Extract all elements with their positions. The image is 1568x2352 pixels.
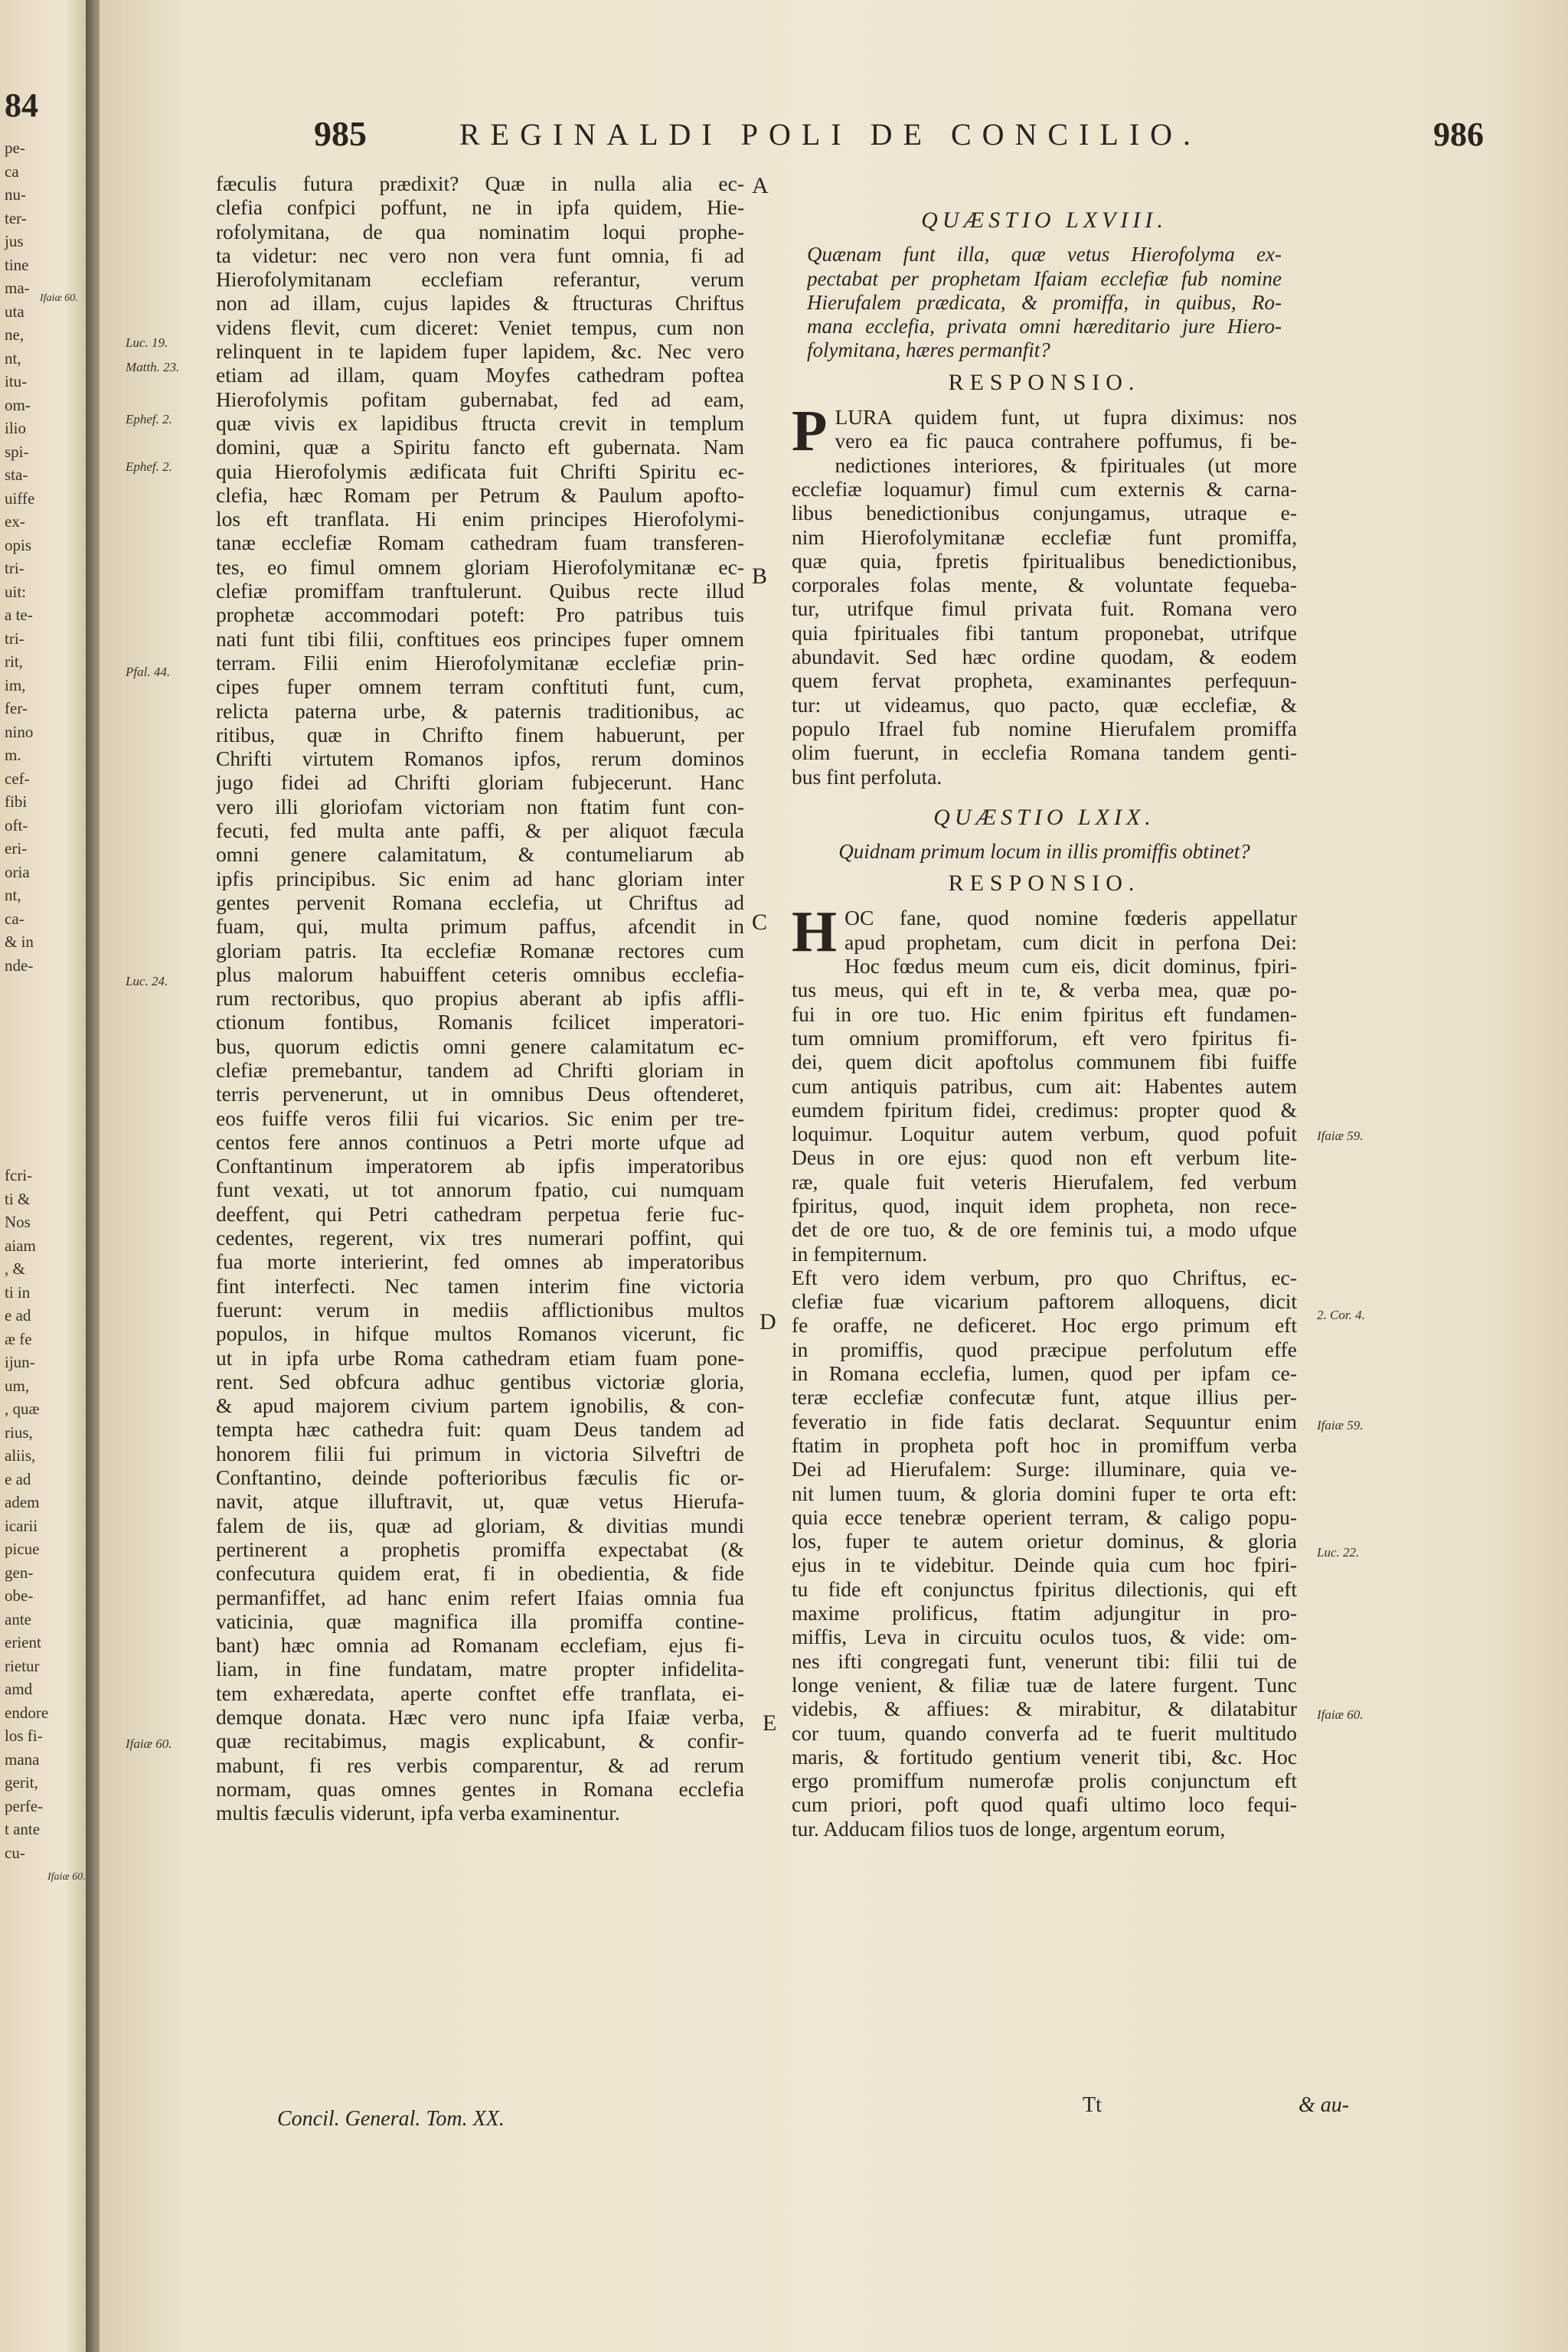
previous-page-number: 84: [5, 87, 38, 124]
left-column-line: ta videtur: nec vero non vera funt omnia, fi ad: [216, 243, 744, 267]
marginal-note-prev-2: Ifaiæ 60.: [47, 1871, 86, 1883]
left-column-line: terris pervenerunt, ut in omnibus Deus oftenderet,: [216, 1082, 744, 1106]
responsio-2-body: [792, 900, 1297, 1841]
responsio-2-line: apud prophetam, cum dicit in perfona Dei:: [844, 929, 1297, 954]
left-column-line: non ad illam, cujus lapides & ftructuras Chriftus: [216, 291, 744, 315]
responsio-2-line: dei, quem dicit apoftolus communem fibi fuiffe: [792, 1050, 1297, 1074]
left-column-line: funt vexati, ut tot annorum fpatio, cui numquam: [216, 1178, 744, 1202]
left-column-line: clefia confpici poffunt, ne in ipfa quidem, Hie-: [216, 195, 744, 220]
left-column-line: los eft tranflata. Hi enim principes Hierofolymi-: [216, 507, 744, 531]
previous-page-sliver: [0, 0, 90, 2352]
previous-page-line: , quæ: [5, 1400, 40, 1418]
left-column-line: bus, quorum edictis omni genere calamitatum ec-: [216, 1034, 744, 1058]
responsio-1-line: quia fpirituales fibi tantum proponebat, utrifque: [792, 620, 1297, 645]
left-column-line: cedentes, regerent, vix tres numerari poffint, qui: [216, 1226, 744, 1250]
previous-page-line: ilio: [5, 419, 27, 437]
responsio-2-lines: [792, 900, 1297, 1841]
responsio-2-line: ergo promiffum numerofæ prolis conjunctum eft: [792, 1769, 1297, 1793]
responsio-2-line: in promiffis, quod præcipue perfolutum effe: [792, 1337, 1297, 1361]
left-column-line: quæ recitabimus, magis explicabunt, & confir-: [216, 1729, 744, 1753]
section-letter-c: C: [752, 910, 768, 935]
left-column-line: jugo fidei ad Chrifti gloriam fubjecerunt. Hanc: [216, 770, 744, 795]
responsio-2-line: tus meus, qui eft in te, & verba mea, quæ po-: [792, 978, 1297, 1002]
left-column-line: & apud majorem civium partem ignobilis, & con-: [216, 1393, 744, 1418]
responsio-2-line: ftatim in propheta poft hoc in promiffum verba: [792, 1432, 1297, 1457]
previous-page-line: æ fe: [5, 1329, 32, 1348]
previous-page-line: endore: [5, 1703, 49, 1722]
marginal-note-left-4: Ephef. 2.: [126, 459, 172, 474]
section-letter-e: E: [763, 1710, 777, 1736]
previous-page-line: uit:: [5, 582, 27, 601]
left-column-line: Conftantino, deinde pofterioribus fæculis fic or-: [216, 1465, 744, 1490]
responsio-1-line: nedictiones interiores, & fpirituales (ut more: [835, 452, 1297, 477]
marginal-note-prev-1: Ifaiæ 60.: [40, 292, 78, 304]
previous-page-line: oria: [5, 862, 30, 881]
question-69-text: Quidnam primum locum in illis promiffis obtinet?: [838, 840, 1250, 864]
responsio-1-line: olim fuerunt, in ecclefia Romana tandem genti-: [792, 740, 1297, 765]
responsio-1-lines: [792, 399, 1297, 789]
left-column-line: vaticinia, quæ magnifica illa promiffa contine-: [216, 1609, 744, 1633]
question-68-line: pectabat per prophetam Ifaiam ecclefiæ fub nomine: [807, 266, 1282, 290]
left-column-line: permanfiffet, ad hanc enim refert Ifaias omnia fua: [216, 1585, 744, 1609]
previous-page-line: mana: [5, 1749, 40, 1769]
previous-page-line: eri-: [5, 839, 28, 858]
responsio-2-line: miffis, Leva in circuitu oculos tuos, & vide: om-: [792, 1625, 1297, 1649]
left-column-line: honorem filii fui primum in victoria Silveftri de: [216, 1441, 744, 1465]
left-column-line: terram. Filii enim Hierofolymitanæ ecclefiæ prin-: [216, 650, 744, 675]
previous-page-line: obe-: [5, 1586, 34, 1605]
left-column-line: clefiæ premebantur, tandem ad Chrifti gloriam in: [216, 1057, 744, 1082]
responsio-1-line: LURA quidem funt, ut fupra diximus: nos: [835, 405, 1297, 430]
previous-page-line: fibi: [5, 792, 28, 811]
left-column-line: gentes pervenit Romana ecclefia, ut Chriftus ad: [216, 890, 744, 914]
left-column-line: relicta paterna urbe, & paternis traditionibus, ac: [216, 698, 744, 723]
left-column-line: rofolymitana, de qua nominatim loqui prophe-: [216, 219, 744, 243]
previous-page-line: gerit,: [5, 1773, 38, 1792]
responsio-2-line: OC fane, quod nomine fœderis appellatur: [844, 906, 1297, 930]
left-column-line: tem exhæredata, aperte conftet effe tranflata, ei-: [216, 1681, 744, 1705]
left-column-line: Conftantinum imperatorem ab ipfis imperatoribus: [216, 1154, 744, 1178]
marginal-note-right-4: Luc. 22.: [1317, 1545, 1360, 1560]
left-column-line: multis fæculis viderunt, ipfa verba examinentur.: [216, 1801, 620, 1825]
left-column-line: normam, quas omnes gentes in Romana ecclefia: [216, 1776, 744, 1801]
left-column-line: liam, in fine fundatam, matre propter infidelita-: [216, 1657, 744, 1681]
responsio-2-line: clefiæ fuæ vicarium paftorem alloquens, dicit: [792, 1289, 1297, 1314]
left-column-line: eos fuiffe veros filii fui vicarios. Sic enim per tre-: [216, 1106, 744, 1130]
marginal-note-left-1: Luc. 19.: [126, 335, 168, 350]
responsio-2-line: Eft vero idem verbum, pro quo Chriftus, ec-: [792, 1265, 1297, 1289]
section-letter-b: B: [752, 564, 768, 589]
responsio-2-line: los, fuper te autem orietur dominus, & gloria: [792, 1529, 1297, 1553]
previous-page-line: ma-: [5, 279, 30, 297]
previous-page-line: sta-: [5, 466, 28, 484]
responsio-2-line: det de ore tuo, & de ore feminis tui, a modo ufque: [792, 1217, 1297, 1242]
marginal-note-right-5: Ifaiæ 60.: [1317, 1707, 1364, 1722]
previous-page-line: um,: [5, 1376, 30, 1395]
responsio-2-line: maris, & fortitudo gentium venerit tibi, &c. Hoc: [792, 1744, 1297, 1769]
left-column-line: ctionum fontibus, Romanis fcilicet imperatori-: [216, 1010, 744, 1034]
responsio-2-heading: RESPONSIO.: [948, 871, 1141, 897]
previous-page-line: gen-: [5, 1563, 34, 1582]
left-column-line: tes, eo fimul omnem gloriam Hierofolymitanæ ec-: [216, 554, 744, 579]
left-column-line: plus malorum habuiffent ceteris omnibus ecclefia-: [216, 962, 744, 986]
question-68-line: Hierufalem prædicata, & promiffa, in quibus, Ro-: [807, 290, 1282, 314]
left-column-line: domini, quæ a Spiritu fancto eft gubernata. Nam: [216, 435, 744, 459]
left-column-line: etiam ad illam, quam Moyfes cathedram poftea: [216, 363, 744, 387]
left-column-line: pertinerent a prophetis promiffa expectabat (&: [216, 1537, 744, 1561]
responsio-2-line: fpiritus, quod, inquit idem propheta, non rece-: [792, 1193, 1297, 1217]
previous-page-line: picue: [5, 1540, 40, 1558]
left-column-line: centos fere annos continuos a Petri morte ufque ad: [216, 1129, 744, 1154]
previous-page-line: ijun-: [5, 1353, 35, 1371]
previous-page-line: aiam: [5, 1236, 36, 1255]
left-column-line: Hierofolymis pofitam gubernabat, fed ad eam,: [216, 387, 744, 411]
responsio-2-line: Dei ad Hierufalem: Surge: illuminare, quia ve-: [792, 1457, 1297, 1481]
question-68-text: [807, 243, 1282, 362]
previous-page-line: nu-: [5, 185, 26, 204]
previous-page-line: itu-: [5, 372, 28, 390]
previous-page-line: erient: [5, 1633, 41, 1651]
previous-page-line: ca: [5, 162, 19, 181]
previous-page-line: nt,: [5, 348, 21, 368]
left-column-line: ipfis principibus. Sic enim ad hanc gloriam inter: [216, 866, 744, 890]
left-column-line: gloriam patris. Ita ecclefiæ Romanæ rectores cum: [216, 938, 744, 962]
left-column-line: populos, in hifque multos Romanos vicerunt, fic: [216, 1321, 744, 1346]
responsio-2-line: eumdem fpiritum fidei, credimus: propter quod &: [792, 1097, 1297, 1122]
previous-page-line: tri-: [5, 629, 24, 648]
left-column-line: videns flevit, cum diceret: Veniet tempus, cum non: [216, 315, 744, 339]
left-column-line: rum rectoribus, quo propius aberant ab ipfis affli-: [216, 986, 744, 1011]
page-header: [207, 113, 1484, 167]
previous-page-line: a te-: [5, 606, 33, 624]
previous-page-line: m.: [5, 746, 21, 764]
responsio-2-line: feveratio in fide fatis declarat. Sequuntur enim: [792, 1409, 1297, 1433]
marginal-note-right-3: Ifaiæ 59.: [1317, 1418, 1364, 1432]
marginal-note-left-6: Luc. 24.: [126, 974, 168, 988]
previous-page-line: oft-: [5, 815, 28, 835]
previous-page-line: nde-: [5, 956, 34, 975]
question-68-line: Quænam funt illa, quæ vetus Hierofolyma ex-: [807, 243, 1282, 266]
responsio-2-line: teræ ecclefiæ confecutæ funt, atque illius per-: [792, 1385, 1297, 1410]
responsio-2-line: in Romana ecclefia, lumen, quod per ipfam ce-: [792, 1361, 1297, 1386]
left-column-line: fecuti, fed multa ante paffi, & per aliquot fæcula: [216, 818, 744, 843]
left-column-line: ut in ipfa urbe Roma cathedram etiam fuam pone-: [216, 1345, 744, 1370]
previous-page-line: uiffe: [5, 488, 35, 508]
page-number-right: 986: [1433, 116, 1484, 153]
previous-page-line: cu-: [5, 1843, 25, 1862]
responsio-1-line: corporales folas mente, & voluntate fequeba-: [792, 573, 1297, 597]
footer-signature-mark: Tt: [1083, 2093, 1102, 2117]
left-column-line: fint interfecti. Nec tamen interim fine victoria: [216, 1273, 744, 1298]
marginal-note-right-2: 2. Cor. 4.: [1317, 1308, 1365, 1322]
previous-page-line: ter-: [5, 208, 27, 227]
previous-page-line: Nos: [5, 1213, 31, 1231]
question-68-heading: QUÆSTIO LXVIII.: [921, 207, 1168, 233]
responsio-1-line: abundavit. Sed hæc ordine quodam, & eodem: [792, 645, 1297, 669]
responsio-1-line: vero ea fic pauca contrahere poffumus, fi be-: [835, 429, 1297, 453]
right-text-column: [792, 201, 1297, 1841]
previous-page-line: ex-: [5, 512, 25, 531]
previous-page-line: nt,: [5, 886, 21, 904]
previous-page-line: amd: [5, 1680, 33, 1698]
previous-page-line: tine: [5, 255, 29, 274]
previous-page-line: & in: [5, 933, 34, 951]
left-column-line: falem de iis, quæ ad gloriam, & divitias mundi: [216, 1513, 744, 1537]
responsio-2-line: quia ecce tenebræ operient terram, & caligo popu-: [792, 1504, 1297, 1529]
previous-page-line: aliis,: [5, 1446, 36, 1465]
previous-page-line: ti in: [5, 1282, 31, 1302]
previous-page-line: ca-: [5, 909, 24, 928]
responsio-2-line: tu fide eft conjunctus fpiritus dilectionis, qui eft: [792, 1576, 1297, 1601]
responsio-2-dropcap: H: [792, 900, 838, 965]
responsio-2-line: fe oraffe, ne deficeret. Hoc ergo primum eft: [792, 1313, 1297, 1338]
left-column-line: quæ vivis ex lapidibus ftructa crevit in templum: [216, 410, 744, 435]
previous-page-line: perfe-: [5, 1796, 44, 1815]
left-column-line: tanæ ecclefiæ Romam cathedram fuam transferen-: [216, 531, 744, 555]
responsio-2-line: loquimur. Loquitur autem verbum, quod pofuit: [792, 1122, 1297, 1146]
previous-page-line: icarii: [5, 1516, 38, 1535]
marginal-note-right-1: Ifaiæ 59.: [1317, 1129, 1364, 1143]
responsio-1-line: populo Ifrael fub nomine Hierufalem promiffa: [792, 716, 1297, 740]
book-page: [100, 0, 1568, 2352]
previous-page-line: , &: [5, 1259, 25, 1278]
previous-page-line: opis: [5, 535, 32, 554]
left-column-line: Chrifti virtutem Romanos ipfos, rerum dominos: [216, 746, 744, 771]
responsio-2-line: tum omnium promifforum, eft vero fpiritus fi-: [792, 1025, 1297, 1050]
question-68-line: mana ecclefia, privata omni hæreditario jure Hiero-: [807, 315, 1282, 338]
previous-page-line: ante: [5, 1609, 31, 1628]
question-69-heading: QUÆSTIO LXIX.: [933, 804, 1155, 830]
left-column-line: bant) hæc omnia ad Romanam ecclefiam, ejus fi-: [216, 1633, 744, 1658]
left-column-line: demque donata. Hæc vero nunc ipfa Ifaiæ verba,: [216, 1705, 744, 1729]
previous-page-line: tri-: [5, 559, 24, 577]
question-68-line: folymitana, hæres permanfit?: [807, 338, 1050, 362]
left-column-line: relinquent in te lapidem fuper lapidem, &c. Nec vero: [216, 339, 744, 364]
previous-page-line: pe-: [5, 139, 25, 157]
left-column-line: cipes fuper omnem terram conftituti funt, cum,: [216, 675, 744, 699]
left-column-line: quia Hierofolymis ædificata fuit Chrifti Spiritu ec-: [216, 459, 744, 483]
left-column-line: nati funt tibi filii, conftitues eos principes fuper omnem: [216, 626, 744, 651]
responsio-1-line: nim Hierofolymitanæ ecclefiæ funt promiffa,: [792, 524, 1297, 549]
left-column-line: clefiæ promiffam tranftulerunt. Quibus recte illud: [216, 579, 744, 603]
previous-page-line: nino: [5, 722, 34, 741]
previous-page-line: rietur: [5, 1656, 40, 1675]
previous-page-line: spi-: [5, 442, 29, 461]
marginal-note-left-3: Ephef. 2.: [126, 412, 172, 426]
left-column-line: fæculis futura prædixit? Quæ in nulla alia ec-: [216, 172, 744, 195]
left-column-line: rent. Sed obfcura adhuc gentibus victoriæ gloria,: [216, 1369, 744, 1393]
responsio-2-line: cum antiquis patribus, cum ait: Habentes autem: [792, 1073, 1297, 1098]
responsio-1-line: tur, utrifque fimul privata fuit. Romana vero: [792, 596, 1297, 621]
left-column-line: fua morte interierint, fed omnes ab imperatoribus: [216, 1250, 744, 1274]
responsio-2-line: Deus in ore ejus: quod non eft verbum lite-: [792, 1145, 1297, 1170]
left-column-line: tempta hæc cathedra fuit: quam Deus tandem ad: [216, 1417, 744, 1442]
previous-page-line: fcri-: [5, 1166, 33, 1184]
left-column-line: vero illi gloriofam victoriam non ftatim funt con-: [216, 794, 744, 818]
responsio-2-line: in fempiternum.: [792, 1241, 928, 1266]
responsio-2-line: longe venient, & filiæ tuæ de latere furgent. Tunc: [792, 1672, 1297, 1697]
previous-page-line: ne,: [5, 325, 24, 344]
left-column-line: ritibus, quæ in Chrifto finem habuerunt, per: [216, 722, 744, 746]
responsio-2-line: fui in ore tuo. Hic enim fpiritus eft fundamen-: [792, 1001, 1297, 1026]
previous-page-line: adem: [5, 1493, 40, 1511]
previous-page-line: uta: [5, 302, 24, 321]
left-column-line: clefia, hæc Romam per Petrum & Paulum apofto-: [216, 482, 744, 507]
responsio-2-line: cor tuum, quando converfa ad te fuerit multitudo: [792, 1720, 1297, 1745]
left-column-line: deeffent, qui Petri cathedram perpetua ferie fuc-: [216, 1201, 744, 1226]
responsio-2-line: Hoc fœdus meum cum eis, dicit dominus, fpiri-: [844, 954, 1297, 978]
left-column-line: Hierofolymitanam ecclefiam referantur, verum: [216, 267, 744, 292]
previous-page-line: los fi-: [5, 1726, 43, 1745]
section-letter-d: D: [760, 1309, 776, 1334]
running-title: REGINALDI POLI DE CONCILIO.: [459, 117, 1202, 152]
previous-page-line: om-: [5, 395, 31, 414]
responsio-2-line: cum priori, poft quod quafi ultimo loco fequi-: [792, 1792, 1297, 1817]
responsio-2-line: videbis, & affiues: & mirabitur, & dilatabitur: [792, 1697, 1297, 1721]
marginal-note-left-5: Pfal. 44.: [126, 665, 171, 679]
responsio-1-line: quæ quia, fpretis fpiritualibus benedictionibus,: [792, 548, 1297, 573]
previous-page-line: im,: [5, 675, 26, 694]
left-column-line: prophetæ accommodari poteft: Pro patribus tuis: [216, 603, 744, 627]
previous-page-line: fer-: [5, 699, 28, 717]
responsio-1-line: bus fint perfoluta.: [792, 764, 942, 789]
footer-catchword: & au-: [1298, 2093, 1350, 2117]
footer-volume-reference: Concil. General. Tom. XX.: [277, 2107, 505, 2131]
previous-page-line: rit,: [5, 652, 23, 671]
left-column-lines: [216, 172, 744, 1824]
responsio-2-line: nit lumen tuum, & gloria domini fuper te orta eft:: [792, 1481, 1297, 1505]
previous-page-line: rius,: [5, 1423, 33, 1442]
responsio-2-line: nes ifti congregati funt, venerunt tibi: filii tui de: [792, 1648, 1297, 1673]
left-column-line: mabunt, fi res verbis comparentur, & ad rerum: [216, 1753, 744, 1777]
responsio-1-line: ecclefiæ loquamur) fimul cum externis & carna-: [792, 476, 1297, 501]
left-column-line: fuerunt: verum in mediis afflictionibus multos: [216, 1297, 744, 1321]
previous-page-line: ti &: [5, 1189, 31, 1208]
marginal-note-left-2: Matth. 23.: [126, 360, 180, 374]
section-letter-a: A: [752, 173, 769, 198]
responsio-1-line: tur: ut videamus, quo pacto, quæ ecclefiæ, &: [792, 692, 1297, 717]
responsio-1-body: [792, 399, 1297, 789]
responsio-1-line: libus benedictionibus conjungamus, utraque e-: [792, 501, 1297, 525]
previous-page-line: jus: [5, 232, 24, 250]
left-column-line: navit, atque illuftravit, ut, quæ vetus Hierufa-: [216, 1489, 744, 1514]
previous-page-line: cef-: [5, 769, 30, 788]
previous-page-line: e ad: [5, 1469, 31, 1488]
responsio-2-line: ejus in te videbitur. Deinde quia cum hoc fpiri-: [792, 1553, 1297, 1577]
page-number-left: 985: [314, 114, 367, 153]
previous-page-line: e ad: [5, 1306, 31, 1325]
responsio-1-line: quem fervat propheta, examinantes perfequun-: [792, 668, 1297, 693]
responsio-2-line: maxime prolificus, ftatim adjungitur in pro-: [792, 1601, 1297, 1625]
left-column-line: confecutura quidem erat, fi in obedientia, & fide: [216, 1561, 744, 1586]
marginal-note-left-7: Ifaiæ 60.: [126, 1736, 172, 1751]
left-column-line: fuam, qui, multa primum paffus, afcendit in: [216, 914, 744, 939]
responsio-1-heading: RESPONSIO.: [948, 369, 1141, 395]
responsio-2-line: ræ, quale fuit veteris Hierufalem, fed verbum: [792, 1169, 1297, 1194]
responsio-2-line: tur. Adducam filios tuos de longe, argentum eorum,: [792, 1816, 1226, 1841]
previous-page-line: t ante: [5, 1820, 41, 1838]
left-text-column: [216, 172, 744, 1824]
responsio-1-dropcap: P: [792, 399, 828, 464]
left-column-line: omni genere calamitatum, & contumeliarum ab: [216, 842, 744, 867]
